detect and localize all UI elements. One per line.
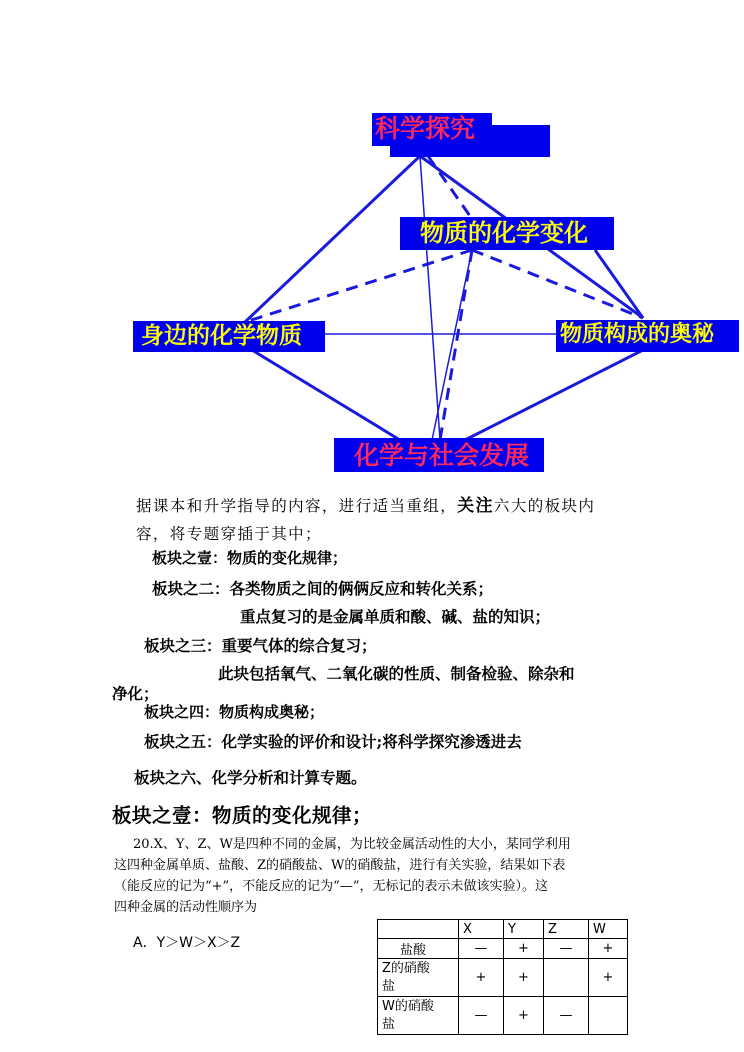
block-6: 板块之六、化学分析和计算专题。	[134, 768, 367, 787]
experiment-table	[377, 919, 628, 1035]
node-substances-around: 身边的化学物质	[133, 321, 325, 352]
node-chemical-change: 物质的化学变化	[400, 217, 614, 250]
question-line-4: 四种金属的活动性顺序为	[114, 900, 258, 915]
edge-left-bottom	[252, 350, 400, 440]
intro-text-c: 六大的板块内	[493, 497, 596, 515]
intro-line-2: 容，将专题穿插于其中；	[136, 525, 322, 543]
edge-top-left	[245, 156, 420, 322]
table-cell: +	[589, 959, 628, 997]
node-chemistry-society: 化学与社会发展	[334, 438, 544, 472]
block-2-sub: 重点复习的是金属单质和酸、碱、盐的知识；	[240, 607, 551, 626]
block-4: 板块之四：物质构成奥秘；	[144, 703, 325, 721]
row-label	[378, 997, 459, 1035]
block-5: 板块之五：化学实验的评价和设计;将科学探究渗透进去	[144, 732, 522, 751]
question-line-1: 20.X、Y、Z、W是四种不同的金属，为比较金属活动性的大小，某同学利用	[133, 837, 571, 852]
row-label-line-1: Z的硝酸	[382, 960, 430, 976]
table-row	[378, 959, 628, 997]
intro-line-1	[136, 498, 595, 515]
node-structure-mystery: 物质构成的奥秘	[556, 320, 739, 352]
table-cell	[544, 959, 589, 997]
table-row	[378, 997, 628, 1035]
dashed-middle-bottom	[440, 250, 472, 440]
edge-top-bottom	[420, 156, 440, 440]
block-2: 板块之二：各类物质之间的俩俩反应和转化关系；	[152, 579, 494, 598]
row-label-line-2: 盐	[382, 978, 396, 994]
row-label-line-2: 盐	[382, 1016, 396, 1032]
table-row	[378, 939, 628, 959]
block-3-sub-2: 净化；	[112, 684, 159, 703]
dashed-middle-left	[245, 250, 472, 322]
question-line-3: （能反应的记为“+”，不能反应的记为“—”，无标记的表示未做该实验）。这	[114, 879, 548, 894]
block-1: 板块之壹：物质的变化规律；	[152, 549, 348, 567]
table-cell: +	[459, 959, 504, 997]
table-cell: +	[504, 939, 544, 959]
intro-text-a: 据课本和升学指导的内容，进行适当重组，	[136, 497, 458, 515]
table-cell: —	[459, 939, 504, 959]
intro-emphasis: 关注	[457, 496, 494, 516]
node-scientific-inquiry-label: 科学探究	[375, 114, 476, 143]
row-label: 盐酸	[378, 939, 459, 959]
row-label	[378, 959, 459, 997]
table-cell: +	[504, 997, 544, 1035]
table-cell: +	[504, 959, 544, 997]
table-header-z: Z	[544, 920, 589, 939]
edge-right-bottom	[465, 350, 643, 440]
table-header-blank	[378, 920, 459, 939]
block-3-sub-1: 此块包括氧气、二氧化碳的性质、制备检验、除杂和	[218, 664, 575, 683]
edge-middle-right	[595, 250, 643, 318]
table-header-w: W	[589, 920, 628, 939]
table-cell	[589, 997, 628, 1035]
option-a: A．Y＞W＞X＞Z	[133, 935, 241, 951]
relationship-diagram	[0, 0, 744, 480]
section-title: 板块之壹：物质的变化规律；	[112, 804, 373, 827]
table-cell: —	[544, 997, 589, 1035]
table-header-x: X	[459, 920, 504, 939]
table-cell: +	[589, 939, 628, 959]
row-label-line-1: W的硝酸	[382, 998, 434, 1014]
block-3: 板块之三：重要气体的综合复习；	[144, 636, 377, 655]
question-line-2: 这四种金属单质、盐酸、Z的硝酸盐、W的硝酸盐，进行有关实验，结果如下表	[114, 858, 566, 873]
table-cell: —	[544, 939, 589, 959]
table-cell: —	[459, 997, 504, 1035]
table-header-y: Y	[504, 920, 544, 939]
